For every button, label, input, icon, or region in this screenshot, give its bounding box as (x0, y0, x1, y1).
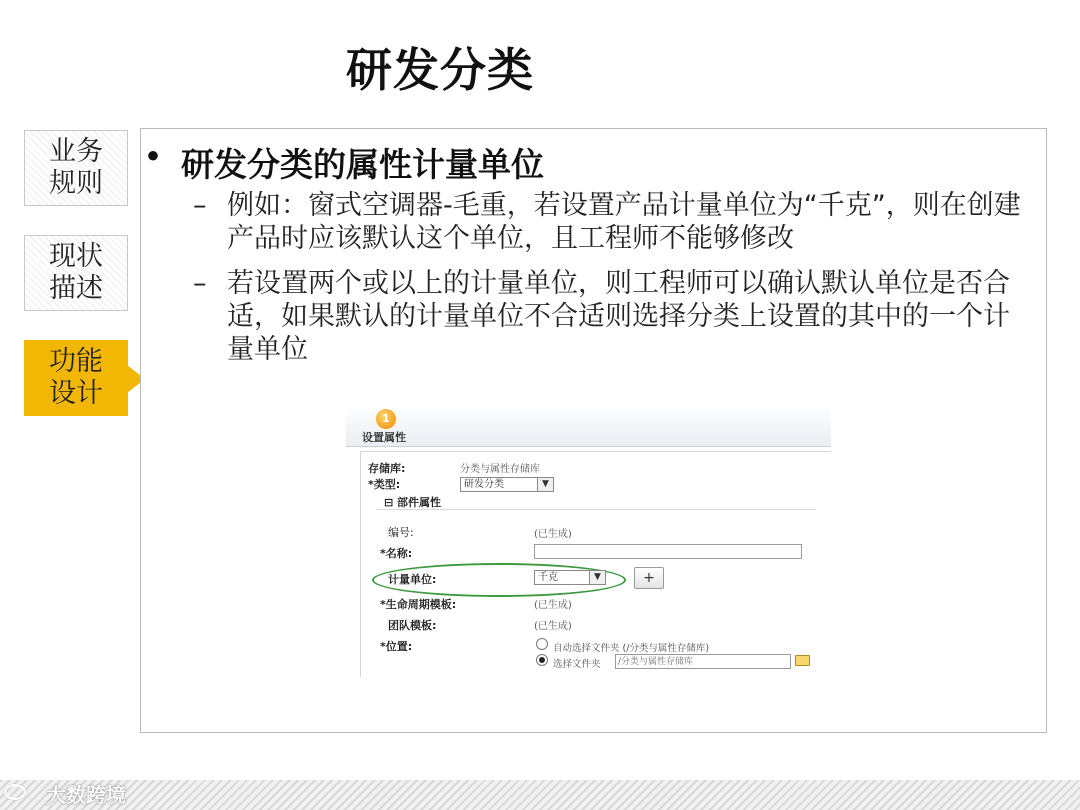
repository-value: 分类与属性存储库 (460, 464, 540, 475)
heading-text: 研发分类的属性计量单位 (181, 145, 544, 184)
form-header (346, 405, 831, 447)
folder-icon[interactable] (795, 655, 810, 666)
side-tab-label: 功能 设计 (49, 346, 103, 409)
chevron-down-icon: ▼ (537, 478, 553, 491)
footer-band (0, 780, 1080, 810)
step-number-icon: 1 (376, 409, 396, 429)
team-value: (已生成) (534, 621, 572, 632)
form-section-title: 设置属性 (362, 431, 406, 444)
part-attributes-header[interactable]: ⊟ 部件属性 (384, 496, 442, 509)
sub-point-1 (193, 189, 1023, 255)
lifecycle-value: (已生成) (534, 600, 572, 611)
auto-folder-radio[interactable] (536, 638, 548, 650)
select-folder-radio[interactable] (536, 654, 548, 666)
auto-folder-option-label: 自动选择文件夹 (/分类与属性存储库) (553, 643, 710, 654)
select-folder-option-label: 选择文件夹 (553, 659, 601, 670)
unit-select[interactable] (534, 570, 606, 585)
number-value: (已生成) (534, 529, 572, 540)
dash-marker: – (193, 268, 207, 299)
sub-point-text: 若设置两个或以上的计量单位，则工程师可以确认默认单位是否合适，如果默认的计量单位不合适则选择分类上设置的其中的一个计量单位 (227, 268, 1010, 365)
type-label: *类型: (368, 478, 401, 491)
bullet-dot: • (143, 137, 163, 176)
side-tab-label: 业务 规则 (49, 136, 103, 199)
slide-title: 研发分类 (346, 43, 534, 97)
side-tab-current-state[interactable] (24, 235, 128, 311)
repository-label: 存储库: (368, 462, 406, 475)
folder-path-input[interactable] (615, 654, 791, 669)
sub-point-text: 例如：窗式空调器-毛重，若设置产品计量单位为“千克”，则在创建产品时应该默认这个单位，且工程师不能够修改 (227, 190, 1021, 254)
dash-marker: – (193, 190, 207, 221)
team-label: 团队模板: (388, 619, 437, 632)
side-tab-function-design[interactable] (24, 340, 128, 416)
side-tab-business-rules[interactable] (24, 130, 128, 206)
lifecycle-label: *生命周期模板: (380, 598, 457, 611)
unit-select-value: 千克 (538, 572, 558, 583)
name-label: *名称: (380, 547, 413, 560)
section-divider (376, 509, 816, 510)
content-panel (140, 128, 1047, 733)
sub-point-2 (193, 267, 1023, 366)
add-unit-button[interactable]: + (634, 567, 664, 589)
number-label: 编号: (388, 526, 414, 539)
watermark-logo-icon (4, 784, 26, 800)
unit-label: 计量单位: (388, 573, 437, 586)
side-tab-label: 现状 描述 (49, 241, 103, 304)
embedded-form-screenshot (346, 405, 831, 677)
name-input[interactable] (534, 544, 802, 559)
location-label: *位置: (380, 640, 413, 653)
type-select[interactable] (460, 477, 554, 492)
chevron-down-icon: ▼ (589, 571, 605, 584)
watermark-text: 大数跨境 (46, 783, 126, 807)
type-select-value: 研发分类 (464, 479, 504, 490)
